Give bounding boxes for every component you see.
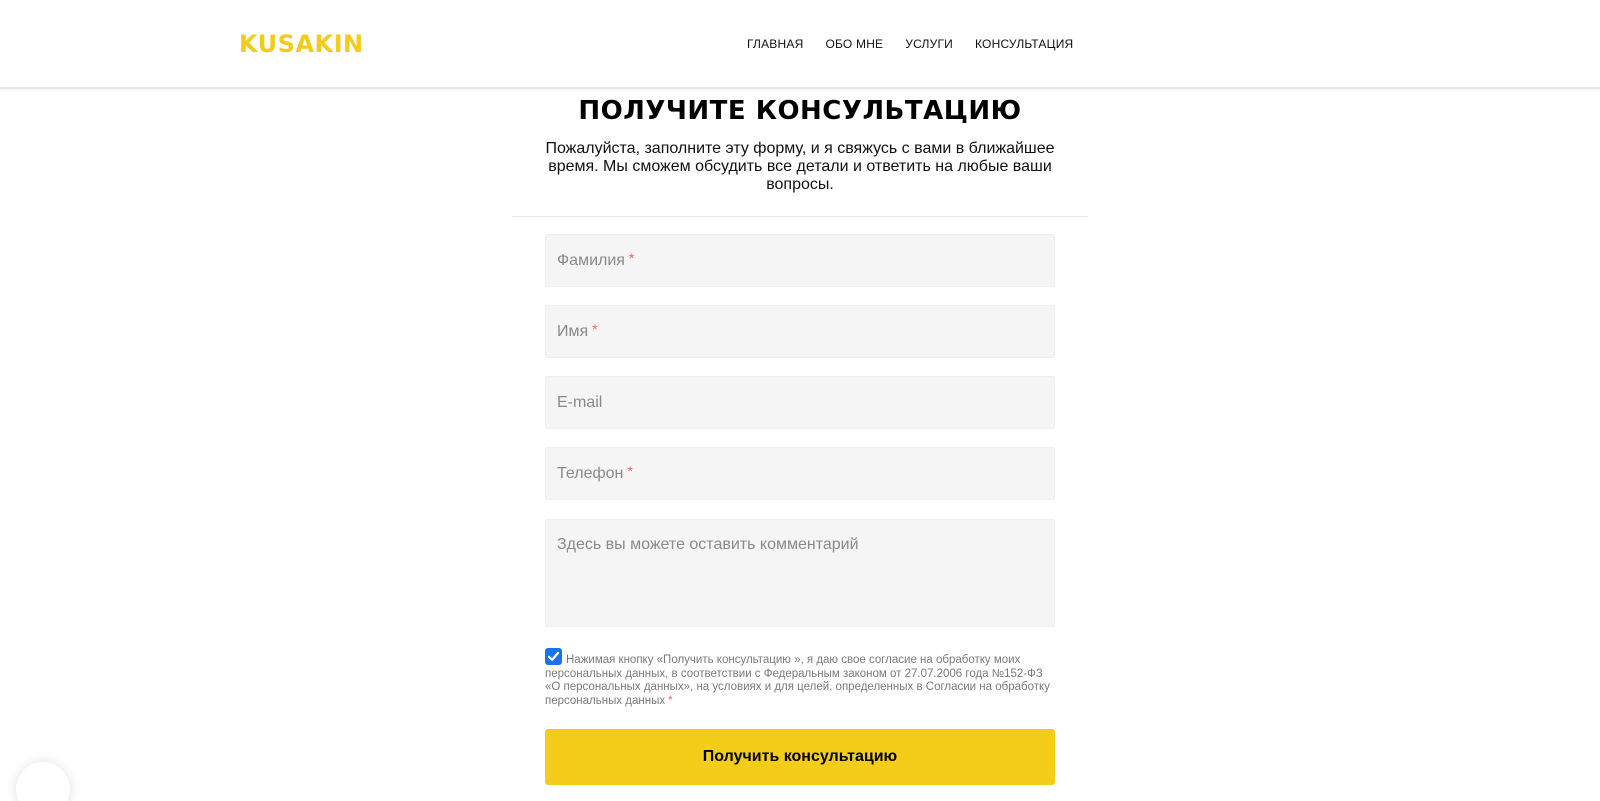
phone-placeholder: Телефон bbox=[557, 464, 624, 482]
consent-block bbox=[545, 650, 1055, 708]
nav-link-home[interactable]: ГЛАВНАЯ bbox=[747, 37, 804, 51]
chat-widget-button[interactable] bbox=[16, 762, 70, 801]
nav-link-about[interactable]: ОБО МНЕ bbox=[825, 37, 884, 51]
comment-textarea[interactable] bbox=[545, 519, 1055, 627]
firstname-field[interactable] bbox=[545, 305, 1055, 358]
logo[interactable]: KUSAKIN bbox=[239, 30, 364, 58]
lastname-field[interactable] bbox=[545, 234, 1055, 287]
consent-text: Нажимая кнопку «Получить консультацию », я даю свое согласие на обработку моих персональных данных, в соответствии с Федеральным законом от 27.07.2006 года №152-ФЗ «О персональных данных», на условиях и для целей, определенных в Согласии на обработку персональных данных bbox=[545, 654, 1050, 707]
page-title: ПОЛУЧИТЕ КОНСУЛЬТАЦИЮ bbox=[578, 96, 1022, 126]
comment-placeholder: Здесь вы можете оставить комментарий bbox=[557, 536, 859, 553]
lastname-placeholder: Фамилия bbox=[557, 251, 625, 269]
firstname-placeholder: Имя bbox=[557, 322, 589, 340]
nav-link-services[interactable]: УСЛУГИ bbox=[905, 37, 953, 51]
consent-checkbox[interactable] bbox=[545, 648, 562, 665]
main-nav bbox=[747, 37, 1073, 51]
email-field[interactable] bbox=[545, 376, 1055, 429]
email-placeholder: E-mail bbox=[557, 393, 603, 411]
required-mark: * bbox=[668, 694, 673, 707]
required-mark: * bbox=[628, 249, 635, 266]
site-header bbox=[0, 0, 1600, 89]
required-mark: * bbox=[627, 462, 633, 479]
form-subtitle: Пожалуйста, заполните эту форму, и я свяжусь с вами в ближайшее время. Мы сможем обсудить все детали и ответить на любые ваши вопросы. bbox=[545, 140, 1055, 193]
phone-field[interactable] bbox=[545, 447, 1055, 500]
submit-button[interactable]: Получить консультацию bbox=[545, 729, 1055, 785]
divider bbox=[512, 216, 1088, 217]
check-icon bbox=[547, 650, 560, 663]
required-mark: * bbox=[592, 320, 598, 337]
nav-link-consultation[interactable]: КОНСУЛЬТАЦИЯ bbox=[974, 37, 1074, 51]
